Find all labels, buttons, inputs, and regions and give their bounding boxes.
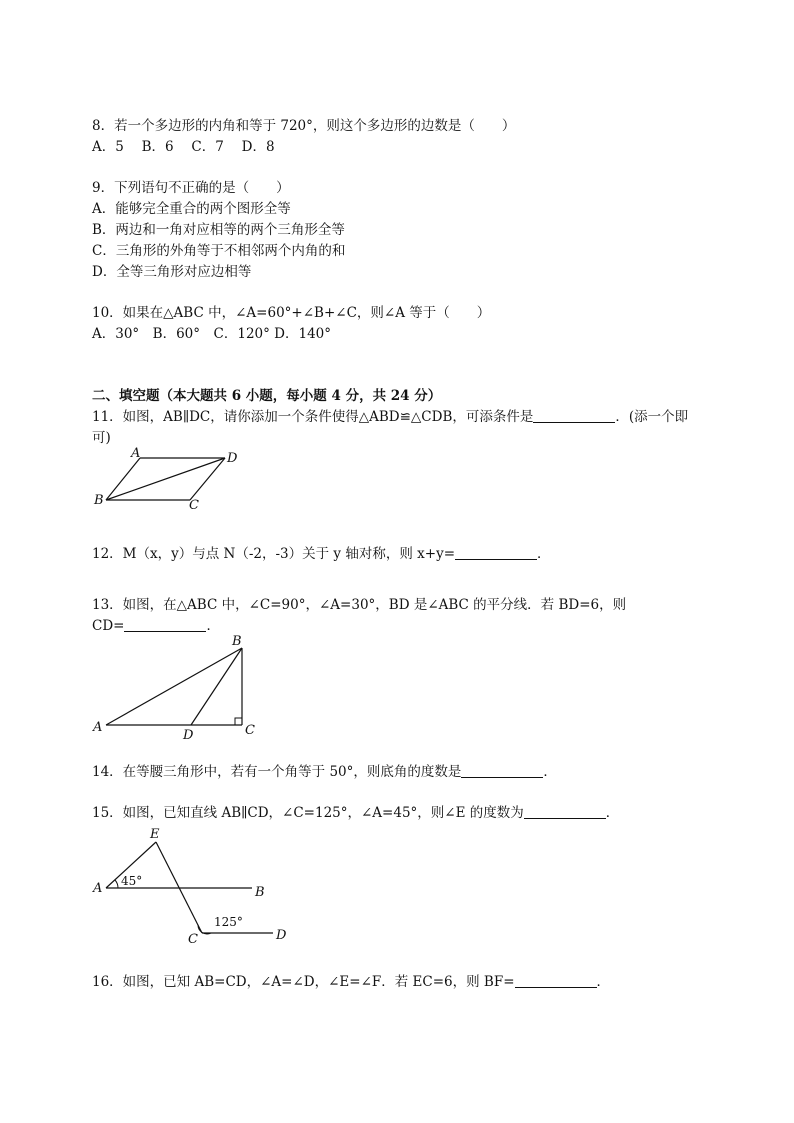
q11-stem-cont: 可) xyxy=(92,430,111,446)
q15-label-e: E xyxy=(150,827,160,842)
q15-stem-before: 15．如图，已知直线 AB∥CD，∠C=125°，∠A=45°，则∠E 的度数为 xyxy=(92,805,524,821)
q13-label-c: C xyxy=(245,723,255,738)
q13-stem: 13．如图，在△ABC 中，∠C=90°，∠A=30°，BD 是∠ABC 的平分线．若 BD=6，则 xyxy=(92,597,627,613)
q13-stem-cont-before: CD= xyxy=(92,618,125,634)
q15-label-a: A xyxy=(93,881,103,896)
q9-stem: 9．下列语句不正确的是（ ） xyxy=(92,180,290,196)
q10-stem: 10．如果在△ABC 中，∠A=60°+∠B+∠C，则∠A 等于（ ） xyxy=(92,305,491,321)
q16-stem-before: 16．如图，已知 AB=CD，∠A=∠D，∠E=∠F．若 EC=6，则 BF= xyxy=(92,974,515,990)
q16-answer-blank[interactable] xyxy=(515,974,597,988)
q15-label-b: B xyxy=(255,885,265,900)
q13-label-b: B xyxy=(232,634,242,649)
q8-options: A．5 B．6 C．7 D．8 xyxy=(92,139,275,155)
q12-stem-after: ． xyxy=(537,546,551,562)
q11-label-c: C xyxy=(189,498,199,513)
q9-option-a: A．能够完全重合的两个图形全等 xyxy=(92,201,291,217)
q15-label-d: D xyxy=(276,928,287,943)
q11-label-b: B xyxy=(94,493,104,508)
q14-stem-before: 14．在等腰三角形中，若有一个角等于 50°，则底角的度数是 xyxy=(92,764,462,780)
q15-angle-arc-a xyxy=(115,880,118,888)
q13-stem-cont-after: ． xyxy=(206,618,220,634)
q11-label-d: D xyxy=(227,451,238,466)
q15-angle-c-label: 125° xyxy=(214,915,243,929)
q15-stem-after: ． xyxy=(605,805,620,821)
q14-stem-after: ． xyxy=(543,764,557,780)
q16-stem xyxy=(92,973,610,991)
q12-stem-before: 12．M（x，y）与点 N（-2，-3）关于 y 轴对称，则 x+y= xyxy=(92,546,456,562)
q9-option-b: B．两边和一角对应相等的两个三角形全等 xyxy=(92,222,345,238)
section-title: 二、填空题（本大题共 6 小题，每小题 4 分，共 24 分） xyxy=(92,388,442,404)
q13-label-a: A xyxy=(93,720,103,735)
q8-stem: 8．若一个多边形的内角和等于 720°，则这个多边形的边数是（ ） xyxy=(92,118,516,134)
q9-option-c: C．三角形的外角等于不相邻两个内角的和 xyxy=(92,243,346,259)
q11-stem-before: 11．如图，AB∥DC，请你添加一个条件使得△ABD≌△CDB，可添条件是 xyxy=(92,409,534,425)
q16-stem-after: ． xyxy=(596,974,611,990)
q15-label-c: C xyxy=(188,932,198,947)
q11-label-a: A xyxy=(131,446,141,461)
q13-label-d: D xyxy=(183,728,194,743)
q9-option-d: D．全等三角形对应边相等 xyxy=(92,264,252,280)
q10-options: A．30° B．60° C．120° D．140° xyxy=(92,326,332,342)
q15-angle-a-label: 45° xyxy=(121,874,143,888)
q11-stem-after: ．(添一个即 xyxy=(615,409,689,425)
